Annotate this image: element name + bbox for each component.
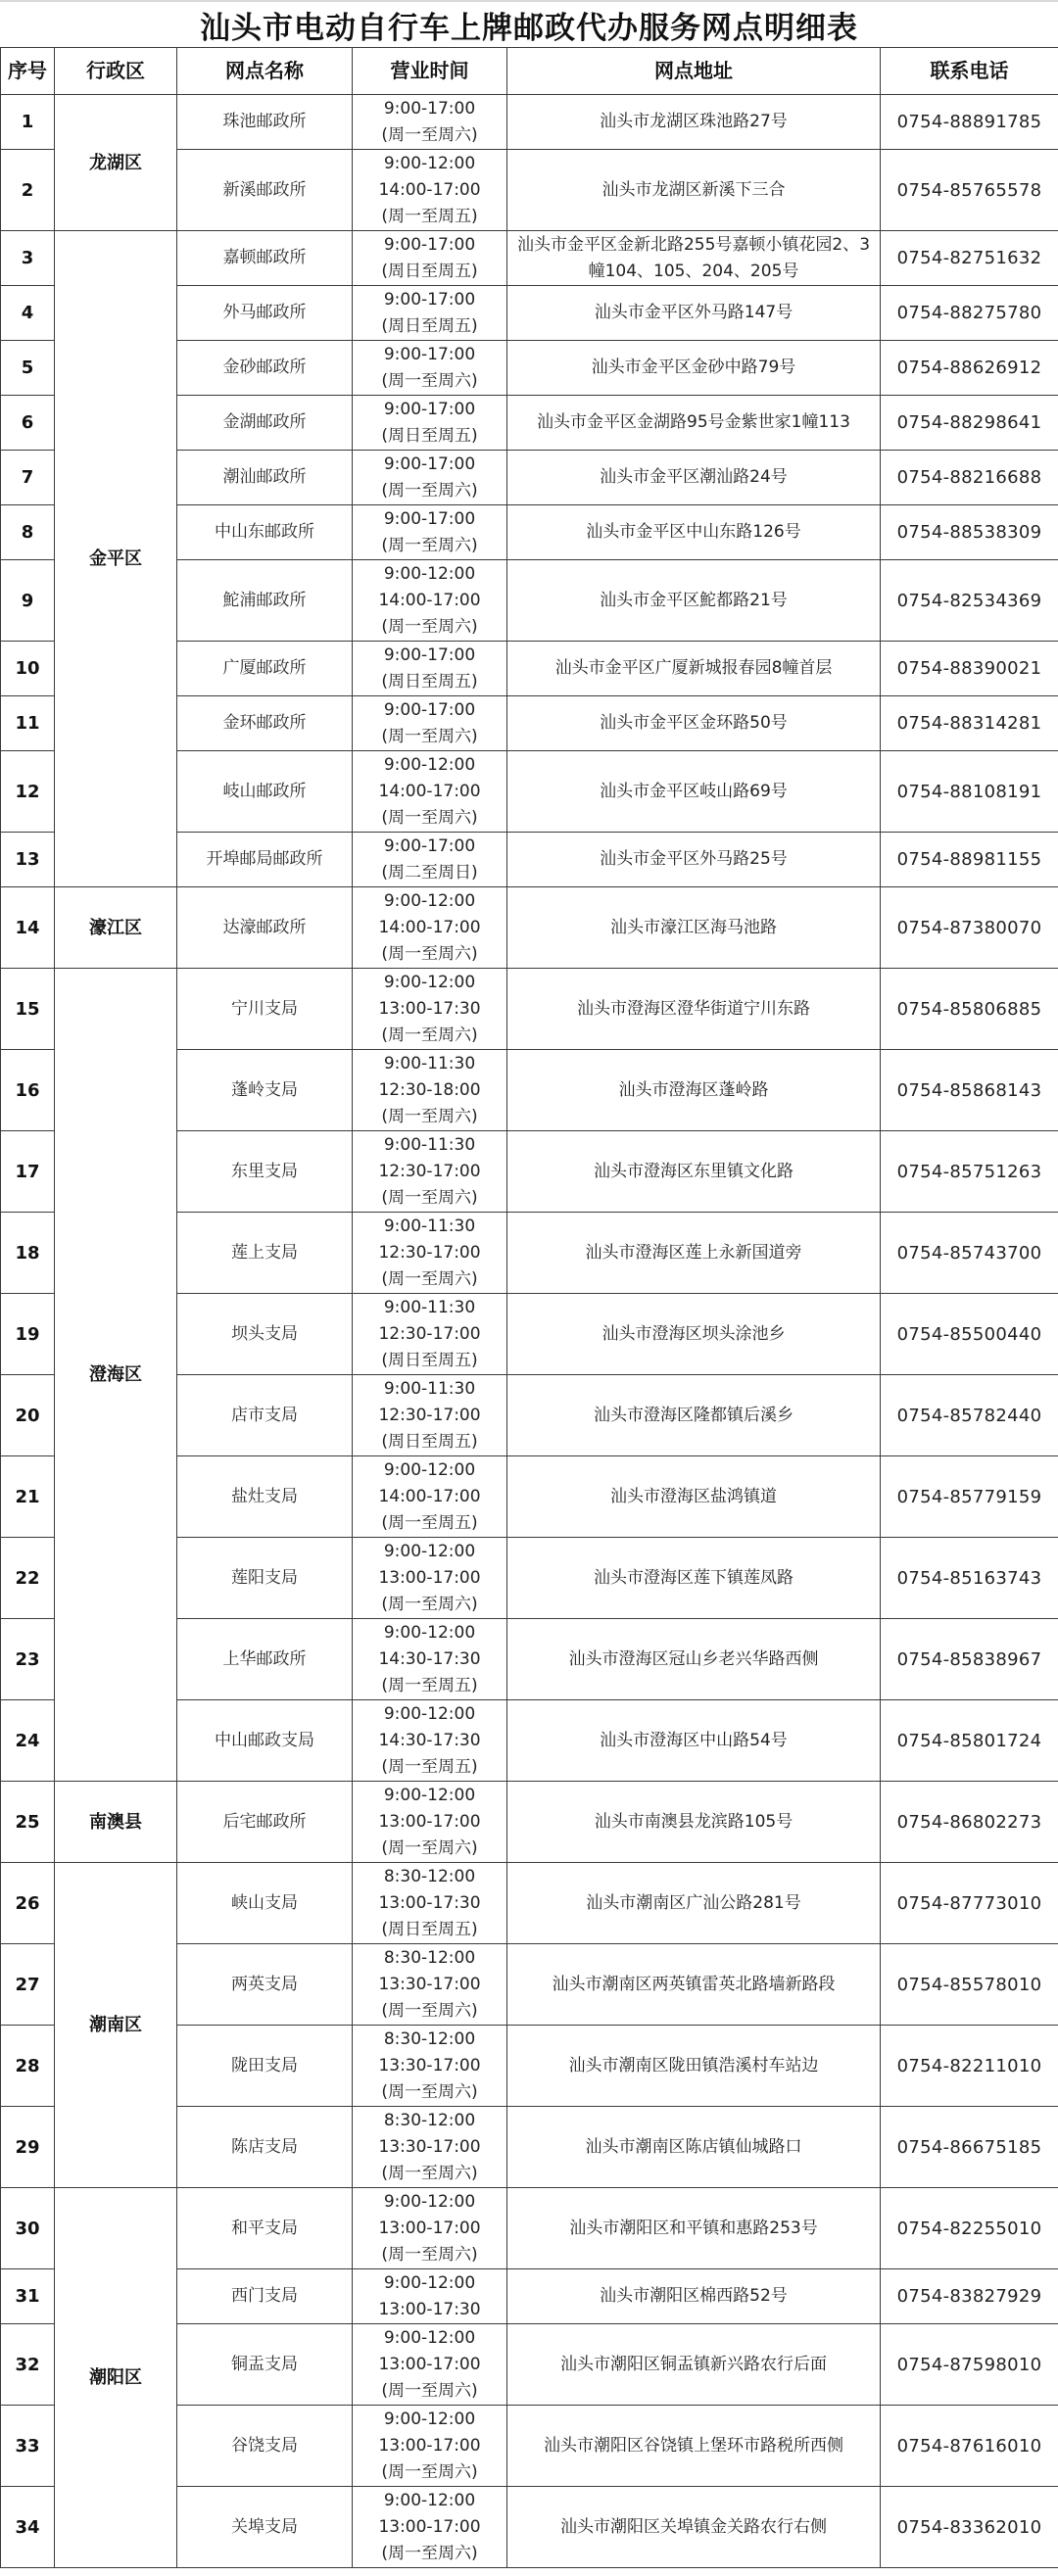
service-point-address: 汕头市龙湖区珠池路27号	[507, 95, 881, 150]
service-point-address: 汕头市潮阳区棉西路52号	[507, 2269, 881, 2324]
service-point-name: 达濠邮政所	[177, 887, 353, 969]
hours-line: 13:00-17:00	[378, 2516, 481, 2537]
table-row	[1, 231, 1058, 286]
business-hours	[353, 95, 507, 150]
hours-line: (周一至周六)	[381, 2163, 478, 2183]
business-hours	[353, 1538, 507, 1619]
row-seq: 8	[1, 505, 55, 560]
row-seq: 12	[1, 751, 55, 833]
hours-line: 8:30-12:00	[383, 1866, 476, 1886]
contact-phone: 0754-85163743	[881, 1538, 1058, 1619]
hours-line: 13:30-17:00	[378, 2055, 481, 2075]
hours-line: 13:00-17:30	[378, 1892, 481, 1913]
hours-line: 8:30-12:00	[383, 2110, 476, 2130]
row-seq: 24	[1, 1700, 55, 1782]
service-point-name: 金环邮政所	[177, 696, 353, 751]
hours-line: 13:00-17:30	[378, 998, 481, 1019]
contact-phone: 0754-85743700	[881, 1213, 1058, 1294]
service-point-address: 汕头市潮南区陈店镇仙城路口	[507, 2107, 881, 2188]
service-point-name: 陇田支局	[177, 2026, 353, 2107]
business-hours	[353, 1619, 507, 1700]
hours-line: 9:00-12:00	[383, 153, 476, 173]
header-district: 行政区	[55, 48, 177, 95]
business-hours	[353, 2269, 507, 2324]
hours-line: (周一至周六)	[381, 1268, 478, 1289]
service-point-name: 珠池邮政所	[177, 95, 353, 150]
hours-line: (周一至周六)	[381, 1594, 478, 1614]
hours-line: 9:00-12:00	[383, 2191, 476, 2212]
header-seq: 序号	[1, 48, 55, 95]
hours-line: (周一至周六)	[381, 2081, 478, 2102]
service-point-name: 莲阳支局	[177, 1538, 353, 1619]
row-seq: 30	[1, 2188, 55, 2269]
hours-line: (周一至周六)	[381, 943, 478, 964]
service-point-address: 汕头市龙湖区新溪下三合	[507, 150, 881, 231]
contact-phone: 0754-86675185	[881, 2107, 1058, 2188]
service-point-address: 汕头市金平区鮀都路21号	[507, 560, 881, 642]
row-seq: 1	[1, 95, 55, 150]
business-hours	[353, 2188, 507, 2269]
service-point-address: 汕头市澄海区隆都镇后溪乡	[507, 1375, 881, 1456]
contact-phone: 0754-85868143	[881, 1050, 1058, 1131]
business-hours	[353, 833, 507, 887]
contact-phone: 0754-88538309	[881, 505, 1058, 560]
header-name: 网点名称	[177, 48, 353, 95]
contact-phone: 0754-88626912	[881, 341, 1058, 396]
business-hours	[353, 969, 507, 1050]
row-seq: 21	[1, 1456, 55, 1538]
row-seq: 10	[1, 642, 55, 696]
service-point-address: 汕头市潮阳区关埠镇金关路农行右侧	[507, 2487, 881, 2568]
business-hours	[353, 505, 507, 560]
service-point-address: 汕头市金平区广厦新城报春园8幢首层	[507, 642, 881, 696]
service-point-address: 汕头市金平区外马路25号	[507, 833, 881, 887]
row-seq: 33	[1, 2406, 55, 2487]
business-hours	[353, 2406, 507, 2487]
hours-line: 9:00-17:00	[383, 399, 476, 419]
table-row	[1, 2188, 1058, 2269]
hours-line: 8:30-12:00	[383, 1947, 476, 1968]
service-point-name: 宁川支局	[177, 969, 353, 1050]
service-point-address: 汕头市澄海区冠山乡老兴华路西侧	[507, 1619, 881, 1700]
service-point-address: 汕头市金平区中山东路126号	[507, 505, 881, 560]
hours-line: 12:30-18:00	[378, 1079, 481, 1100]
business-hours	[353, 642, 507, 696]
hours-line: 14:00-17:00	[378, 590, 481, 610]
contact-phone: 0754-83362010	[881, 2487, 1058, 2568]
district-cell: 潮南区	[55, 1863, 177, 2188]
service-point-address: 汕头市潮南区两英镇雷英北路墙新路段	[507, 1944, 881, 2026]
business-hours	[353, 1700, 507, 1782]
row-seq: 13	[1, 833, 55, 887]
table-row	[1, 969, 1058, 1050]
service-point-name: 关埠支局	[177, 2487, 353, 2568]
business-hours	[353, 1944, 507, 2026]
contact-phone: 0754-87380070	[881, 887, 1058, 969]
service-point-name: 盐灶支局	[177, 1456, 353, 1538]
service-point-address: 汕头市金平区金湖路95号金紫世家1幢113	[507, 396, 881, 451]
hours-line: (周一至周六)	[381, 535, 478, 555]
service-point-address: 汕头市澄海区东里镇文化路	[507, 1131, 881, 1213]
hours-line: 13:30-17:00	[378, 2136, 481, 2157]
service-point-address: 汕头市澄海区澄华街道宁川东路	[507, 969, 881, 1050]
service-point-name: 两英支局	[177, 1944, 353, 2026]
service-point-address: 汕头市潮南区广汕公路281号	[507, 1863, 881, 1944]
hours-line: 9:00-17:00	[383, 289, 476, 310]
service-point-name: 岐山邮政所	[177, 751, 353, 833]
hours-line: (周一至周六)	[381, 2000, 478, 2021]
hours-line: 9:00-11:30	[383, 1297, 476, 1317]
business-hours	[353, 341, 507, 396]
service-point-name: 陈店支局	[177, 2107, 353, 2188]
table-body	[1, 95, 1058, 2568]
hours-line: (周一至周五)	[381, 1512, 478, 1533]
hours-line: 13:00-17:00	[378, 2435, 481, 2456]
hours-line: 9:00-17:00	[383, 835, 476, 856]
business-hours	[353, 2026, 507, 2107]
contact-phone: 0754-85765578	[881, 150, 1058, 231]
service-point-name: 莲上支局	[177, 1213, 353, 1294]
contact-phone: 0754-82211010	[881, 2026, 1058, 2107]
service-point-address: 汕头市澄海区莲下镇莲凤路	[507, 1538, 881, 1619]
service-points-table	[0, 47, 1058, 2568]
hours-line: 12:30-17:00	[378, 1161, 481, 1181]
hours-line: 9:00-17:00	[383, 644, 476, 665]
business-hours	[353, 286, 507, 341]
service-point-address: 汕头市濠江区海马池路	[507, 887, 881, 969]
hours-line: 9:00-12:00	[383, 2490, 476, 2510]
hours-line: 9:00-12:00	[383, 1459, 476, 1480]
contact-phone: 0754-88216688	[881, 451, 1058, 505]
hours-line: (周一至周五)	[381, 1756, 478, 1777]
row-seq: 28	[1, 2026, 55, 2107]
hours-line: (周一至周六)	[381, 2461, 478, 2482]
contact-phone: 0754-82255010	[881, 2188, 1058, 2269]
business-hours	[353, 396, 507, 451]
hours-line: (周一至周六)	[381, 124, 478, 145]
hours-line: 9:00-12:00	[383, 2409, 476, 2429]
contact-phone: 0754-88298641	[881, 396, 1058, 451]
business-hours	[353, 2487, 507, 2568]
contact-phone: 0754-86802273	[881, 1782, 1058, 1863]
service-point-address: 汕头市潮南区陇田镇浩溪村车站边	[507, 2026, 881, 2107]
hours-line: (周一至周六)	[381, 2380, 478, 2401]
service-point-name: 上华邮政所	[177, 1619, 353, 1700]
row-seq: 7	[1, 451, 55, 505]
page-title: 汕头市电动自行车上牌邮政代办服务网点明细表	[0, 0, 1058, 47]
hours-line: 14:00-17:00	[378, 781, 481, 801]
business-hours	[353, 1131, 507, 1213]
hours-line: 9:00-12:00	[383, 563, 476, 584]
row-seq: 23	[1, 1619, 55, 1700]
hours-line: (周一至周六)	[381, 370, 478, 391]
contact-phone: 0754-85578010	[881, 1944, 1058, 2026]
service-point-name: 中山邮政支局	[177, 1700, 353, 1782]
hours-line: 9:00-12:00	[383, 754, 476, 775]
row-seq: 19	[1, 1294, 55, 1375]
hours-line: 9:00-17:00	[383, 234, 476, 255]
business-hours	[353, 150, 507, 231]
hours-line: (周一至周六)	[381, 1106, 478, 1126]
service-point-name: 谷饶支局	[177, 2406, 353, 2487]
hours-line: 13:00-17:30	[378, 2299, 481, 2319]
service-point-name: 和平支局	[177, 2188, 353, 2269]
business-hours	[353, 2324, 507, 2406]
row-seq: 9	[1, 560, 55, 642]
service-point-name: 坝头支局	[177, 1294, 353, 1375]
row-seq: 16	[1, 1050, 55, 1131]
hours-line: 9:00-12:00	[383, 1541, 476, 1561]
hours-line: 9:00-17:00	[383, 453, 476, 474]
contact-phone: 0754-85806885	[881, 969, 1058, 1050]
row-seq: 34	[1, 2487, 55, 2568]
header-row	[1, 48, 1058, 95]
business-hours	[353, 2107, 507, 2188]
row-seq: 5	[1, 341, 55, 396]
service-point-address: 汕头市潮阳区和平镇和惠路253号	[507, 2188, 881, 2269]
hours-line: 13:00-17:00	[378, 2218, 481, 2238]
district-cell: 南澳县	[55, 1782, 177, 1863]
hours-line: (周日至周五)	[381, 261, 478, 281]
hours-line: (周一至周六)	[381, 2244, 478, 2265]
contact-phone: 0754-88891785	[881, 95, 1058, 150]
business-hours	[353, 1782, 507, 1863]
hours-line: 9:00-12:00	[383, 1785, 476, 1805]
contact-phone: 0754-87598010	[881, 2324, 1058, 2406]
row-seq: 17	[1, 1131, 55, 1213]
hours-line: 9:00-12:00	[383, 1703, 476, 1724]
hours-line: (周日至周五)	[381, 1350, 478, 1370]
hours-line: (周日至周五)	[381, 315, 478, 336]
table-row	[1, 1782, 1058, 1863]
contact-phone: 0754-88314281	[881, 696, 1058, 751]
service-point-name: 峡山支局	[177, 1863, 353, 1944]
district-cell: 澄海区	[55, 969, 177, 1782]
hours-line: 9:00-17:00	[383, 344, 476, 364]
hours-line: 9:00-11:30	[383, 1053, 476, 1073]
service-point-name: 广厦邮政所	[177, 642, 353, 696]
district-cell: 龙湖区	[55, 95, 177, 231]
hours-line: (周一至周六)	[381, 616, 478, 637]
business-hours	[353, 560, 507, 642]
hours-line: 13:00-17:00	[378, 2354, 481, 2374]
header-address: 网点地址	[507, 48, 881, 95]
service-point-address: 汕头市澄海区盐鸿镇道	[507, 1456, 881, 1538]
hours-line: (周一至周六)	[381, 807, 478, 828]
service-point-name: 嘉顿邮政所	[177, 231, 353, 286]
hours-line: 13:30-17:00	[378, 1974, 481, 1994]
hours-line: (周二至周日)	[381, 862, 478, 883]
service-point-name: 新溪邮政所	[177, 150, 353, 231]
hours-line: (周一至周六)	[381, 1187, 478, 1208]
service-point-name: 金砂邮政所	[177, 341, 353, 396]
service-point-address: 汕头市澄海区坝头涂池乡	[507, 1294, 881, 1375]
hours-line: 9:00-12:00	[383, 2327, 476, 2348]
hours-line: 9:00-12:00	[383, 2272, 476, 2293]
business-hours	[353, 451, 507, 505]
hours-line: 9:00-12:00	[383, 890, 476, 911]
hours-line: (周一至周五)	[381, 1675, 478, 1695]
hours-line: (周一至周六)	[381, 480, 478, 501]
contact-phone: 0754-88108191	[881, 751, 1058, 833]
hours-line: 9:00-12:00	[383, 1622, 476, 1643]
hours-line: (周日至周五)	[381, 1431, 478, 1452]
business-hours	[353, 1456, 507, 1538]
row-seq: 3	[1, 231, 55, 286]
hours-line: 9:00-11:30	[383, 1134, 476, 1155]
hours-line: 14:00-17:00	[378, 917, 481, 937]
service-point-address: 汕头市金平区金环路50号	[507, 696, 881, 751]
contact-phone: 0754-87616010	[881, 2406, 1058, 2487]
service-point-address: 汕头市金平区潮汕路24号	[507, 451, 881, 505]
hours-line: 12:30-17:00	[378, 1242, 481, 1263]
hours-line: (周日至周五)	[381, 671, 478, 692]
contact-phone: 0754-83827929	[881, 2269, 1058, 2324]
contact-phone: 0754-88275780	[881, 286, 1058, 341]
district-cell: 濠江区	[55, 887, 177, 969]
row-seq: 31	[1, 2269, 55, 2324]
hours-line: 13:00-17:00	[378, 1567, 481, 1588]
contact-phone: 0754-85838967	[881, 1619, 1058, 1700]
business-hours	[353, 696, 507, 751]
hours-line: (周日至周五)	[381, 425, 478, 446]
service-point-name: 开埠邮局邮政所	[177, 833, 353, 887]
service-point-address: 汕头市澄海区蓬岭路	[507, 1050, 881, 1131]
district-cell: 潮阳区	[55, 2188, 177, 2568]
service-point-address: 汕头市潮阳区铜盂镇新兴路农行后面	[507, 2324, 881, 2406]
contact-phone: 0754-87773010	[881, 1863, 1058, 1944]
hours-line: 14:00-17:00	[378, 1486, 481, 1506]
row-seq: 4	[1, 286, 55, 341]
hours-line: 9:00-11:30	[383, 1378, 476, 1399]
row-seq: 29	[1, 2107, 55, 2188]
contact-phone: 0754-85500440	[881, 1294, 1058, 1375]
contact-phone: 0754-82534369	[881, 560, 1058, 642]
hours-line: 9:00-17:00	[383, 508, 476, 529]
hours-line: (周一至周六)	[381, 726, 478, 746]
service-point-name: 店市支局	[177, 1375, 353, 1456]
business-hours	[353, 1213, 507, 1294]
contact-phone: 0754-88390021	[881, 642, 1058, 696]
service-point-name: 西门支局	[177, 2269, 353, 2324]
hours-line: 13:00-17:00	[378, 1811, 481, 1832]
row-seq: 25	[1, 1782, 55, 1863]
service-point-name: 铜盂支局	[177, 2324, 353, 2406]
hours-line: 12:30-17:00	[378, 1323, 481, 1344]
service-point-address: 汕头市澄海区中山路54号	[507, 1700, 881, 1782]
row-seq: 27	[1, 1944, 55, 2026]
hours-line: 9:00-17:00	[383, 98, 476, 119]
row-seq: 6	[1, 396, 55, 451]
business-hours	[353, 751, 507, 833]
contact-phone: 0754-85751263	[881, 1131, 1058, 1213]
row-seq: 15	[1, 969, 55, 1050]
service-point-name: 金湖邮政所	[177, 396, 353, 451]
contact-phone: 0754-85782440	[881, 1375, 1058, 1456]
row-seq: 26	[1, 1863, 55, 1944]
business-hours	[353, 231, 507, 286]
hours-line: 12:30-17:00	[378, 1405, 481, 1425]
hours-line: 9:00-12:00	[383, 972, 476, 992]
business-hours	[353, 1050, 507, 1131]
hours-line: 14:00-17:00	[378, 179, 481, 200]
service-point-address: 汕头市南澳县龙滨路105号	[507, 1782, 881, 1863]
hours-line: (周一至周六)	[381, 1025, 478, 1045]
row-seq: 11	[1, 696, 55, 751]
row-seq: 14	[1, 887, 55, 969]
service-point-address: 汕头市金平区金新北路255号嘉顿小镇花园2、3幢104、105、204、205号	[507, 231, 881, 286]
service-point-name: 后宅邮政所	[177, 1782, 353, 1863]
business-hours	[353, 1863, 507, 1944]
table-row	[1, 95, 1058, 150]
service-point-name: 蓬岭支局	[177, 1050, 353, 1131]
contact-phone: 0754-85801724	[881, 1700, 1058, 1782]
service-point-name: 鮀浦邮政所	[177, 560, 353, 642]
business-hours	[353, 1375, 507, 1456]
district-cell: 金平区	[55, 231, 177, 887]
service-point-address: 汕头市潮阳区谷饶镇上堡环市路税所西侧	[507, 2406, 881, 2487]
business-hours	[353, 1294, 507, 1375]
hours-line: (周一至周六)	[381, 2543, 478, 2563]
row-seq: 32	[1, 2324, 55, 2406]
table-row	[1, 887, 1058, 969]
contact-phone: 0754-88981155	[881, 833, 1058, 887]
contact-phone: 0754-85779159	[881, 1456, 1058, 1538]
hours-line: (周一至周五)	[381, 206, 478, 226]
header-hours: 营业时间	[353, 48, 507, 95]
service-point-address: 汕头市澄海区莲上永新国道旁	[507, 1213, 881, 1294]
hours-line: (周一至周六)	[381, 1837, 478, 1858]
header-phone: 联系电话	[881, 48, 1058, 95]
hours-line: 8:30-12:00	[383, 2028, 476, 2049]
hours-line: 14:30-17:30	[378, 1648, 481, 1669]
row-seq: 22	[1, 1538, 55, 1619]
table-row	[1, 1863, 1058, 1944]
service-point-name: 中山东邮政所	[177, 505, 353, 560]
row-seq: 20	[1, 1375, 55, 1456]
hours-line: 9:00-17:00	[383, 699, 476, 720]
business-hours	[353, 887, 507, 969]
service-point-name: 潮汕邮政所	[177, 451, 353, 505]
row-seq: 18	[1, 1213, 55, 1294]
service-point-address: 汕头市金平区金砂中路79号	[507, 341, 881, 396]
service-point-name: 东里支局	[177, 1131, 353, 1213]
contact-phone: 0754-82751632	[881, 231, 1058, 286]
service-point-name: 外马邮政所	[177, 286, 353, 341]
service-point-address: 汕头市金平区岐山路69号	[507, 751, 881, 833]
service-point-address: 汕头市金平区外马路147号	[507, 286, 881, 341]
row-seq: 2	[1, 150, 55, 231]
hours-line: (周日至周五)	[381, 1919, 478, 1939]
hours-line: 9:00-11:30	[383, 1216, 476, 1236]
hours-line: 14:30-17:30	[378, 1730, 481, 1750]
